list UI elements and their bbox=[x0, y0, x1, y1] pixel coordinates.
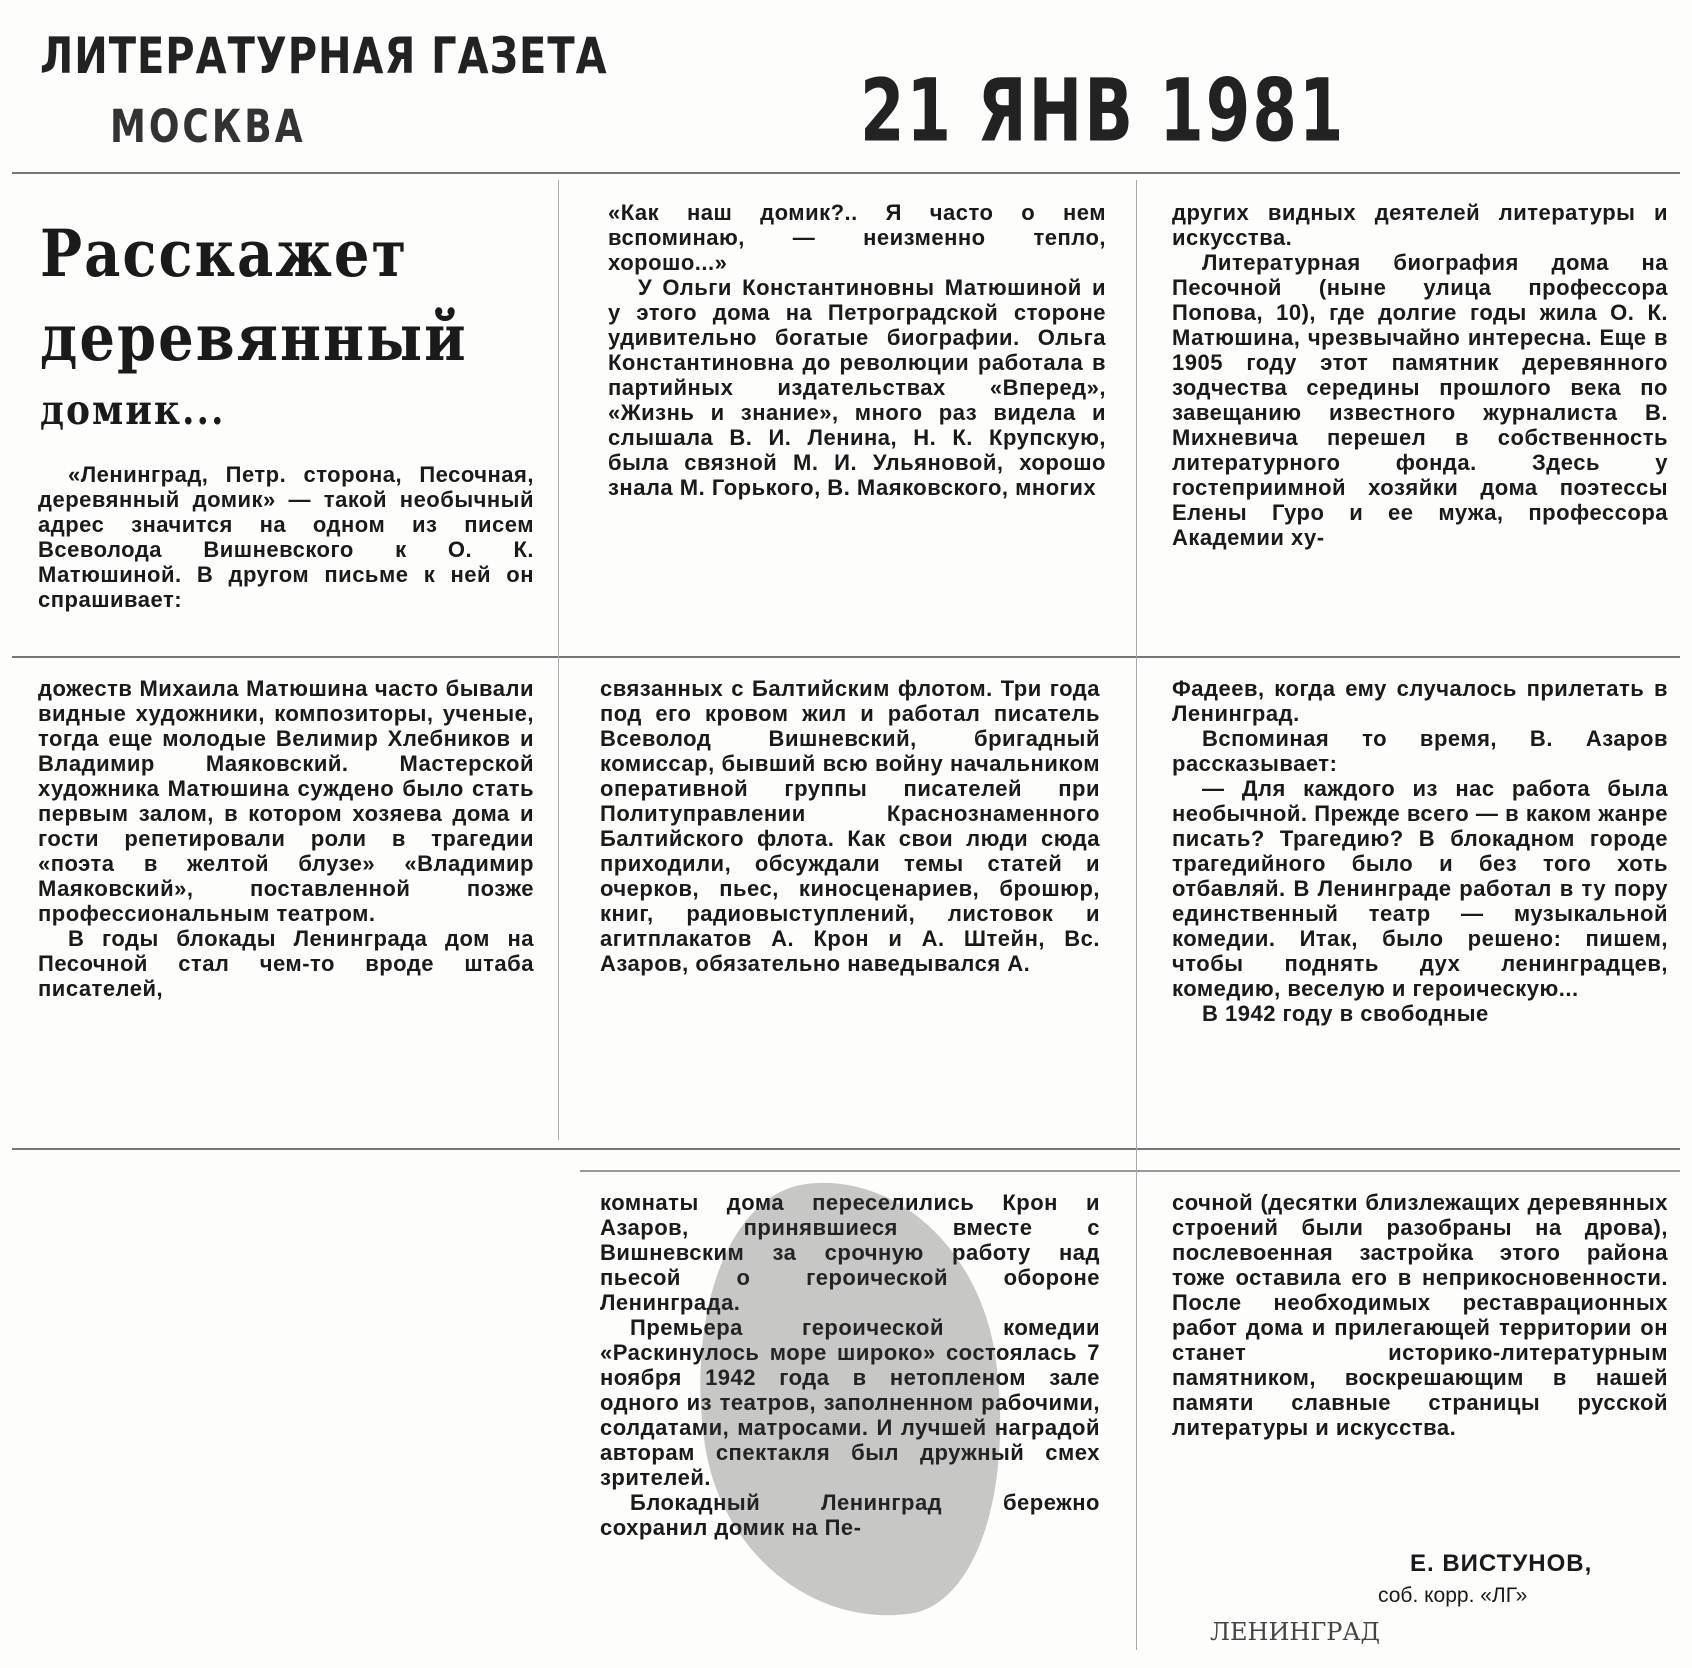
column-separator-1 bbox=[558, 180, 559, 1140]
column-2-top bbox=[608, 200, 1106, 650]
paragraph: — Для каждого из нас работа была необычной. Прежде всего — в каком жанре писать? Трагедию? В блокадном городе трагедийного было и без того хоть отбавляй. В Ленинграде работал в ту пору единственный театр — музыкальной комедии. Итак, было решено: пишем, чтобы поднять дух ленинградцев, комедию, веселую и героическую... bbox=[1172, 776, 1668, 1001]
dateline: ЛЕНИНГРАД bbox=[1210, 1618, 1381, 1646]
paragraph: других видных деятелей литературы и искусства. bbox=[1172, 200, 1668, 250]
column-2-middle bbox=[600, 676, 1100, 1140]
paragraph: связанных с Балтийским флотом. Три года под его кровом жил и работал писатель Всеволод Вишневский, бригадный комиссар, бывший всю войну начальником оперативной группы писателей при Политуправлении Краснознаменного Балтийского флота. Как свои люди сюда приходили, обсуждали темы статей и очерков, пьес, киносценариев, брошюр, книг, радиовыступлений, листовок и агитплакатов А. Крон и А. Штейн, Вс. Азаров, обязательно наведывался А. bbox=[600, 676, 1100, 976]
paragraph: У Ольги Константиновны Матюшиной и у этого дома на Петроградской стороне удивительно богатые биографии. Ольга Константиновна до революции работала в партийных издательствах «Вперед», «Жизнь и знание», много раз видела и слышала В. И. Ленина, Н. К. Крупскую, была связной М. И. Ульяновой, хорошо знала М. Горького, В. Маяковского, многих bbox=[608, 275, 1106, 500]
author-role: соб. корр. «ЛГ» bbox=[1378, 1584, 1528, 1607]
paragraph: В 1942 году в свободные bbox=[1202, 1001, 1489, 1026]
paragraph: Фадеев, когда ему случалось прилетать в Ленинград. bbox=[1172, 676, 1668, 726]
paragraph: Литературная биография дома на Песочной (ныне улица профессора Попова, 10), где долгие годы жила О. К. Матюшина, чрезвычайно интересна. Еще в 1905 году этот памятник деревянного зодчества середины прошлого века по завещанию известного журналиста В. Михневича перешел в собственность литературного фонда. Здесь у гостеприимной хозяйки дома поэтессы Елены Гуро и ее мужа, профессора Академии ху- bbox=[1172, 250, 1668, 550]
rule-header bbox=[12, 172, 1680, 174]
date-stamp: 21 ЯНВ 1981 bbox=[860, 62, 1346, 162]
paragraph: «Как наш домик?.. Я часто о нем вспоминаю, — неизменно тепло, хорошо...» bbox=[608, 200, 1106, 275]
paragraph: В годы блокады Ленинграда дом на Песочной стал чем-то вроде штаба писателей, bbox=[38, 926, 534, 1001]
column-separator-2 bbox=[1136, 180, 1137, 1650]
paragraph: «Ленинград, Петр. сторона, Песочная, деревянный домик» — такой необычный адрес значится на одном из писем Всеволода Вишневского к О. К. Матюшиной. В другом письме к ней он спрашивает: bbox=[38, 462, 534, 612]
article-title-line-2: деревянный bbox=[40, 300, 468, 376]
rule-upper-mid bbox=[12, 656, 1680, 658]
column-2-bottom bbox=[600, 1190, 1100, 1650]
column-3-bottom bbox=[1172, 1190, 1668, 1540]
paragraph: комнаты дома переселились Крон и Азаров, принявшиеся вместе с Вишневским за срочную работу над пьесой о героической обороне Ленинграда. bbox=[600, 1190, 1100, 1315]
paragraph: Премьера героической комедии «Раскинулось море широко» состоялась 7 ноября 1942 года в нетопленом зале одного из театров, заполненном рабочими, солдатами, матросами. И лучшей наградой авторам спектакля был дружный смех зрителей. bbox=[600, 1315, 1100, 1490]
article-title-line-3: домик... bbox=[40, 386, 226, 435]
newspaper-city: МОСКВА bbox=[110, 102, 306, 154]
newspaper-name: ЛИТЕРАТУРНАЯ ГАЗЕТА bbox=[40, 28, 608, 86]
column-3-middle bbox=[1172, 676, 1668, 1140]
article-title-line-1: Расскажет bbox=[40, 216, 409, 292]
column-3-top bbox=[1172, 200, 1668, 650]
paragraph: Блокадный Ленинград бережно сохранил домик на Пе- bbox=[600, 1490, 1100, 1540]
column-1-top bbox=[38, 462, 534, 648]
rule-bottom-block bbox=[580, 1170, 1680, 1172]
rule-lower-mid bbox=[12, 1148, 1680, 1150]
column-1-middle bbox=[38, 676, 534, 1140]
paragraph: Вспоминая то время, В. Азаров рассказывает: bbox=[1172, 726, 1668, 776]
paragraph: сочной (десятки близлежащих деревянных строений были разобраны на дрова), послевоенная застройка этого района тоже оставила его в неприкосновенности. После необходимых реставрационных работ дома и прилегающей территории он станет историко-литературным памятником, воскрешающим в нашей памяти славные страницы русской литературы и искусства. bbox=[1172, 1190, 1668, 1440]
paragraph: дожеств Михаила Матюшина часто бывали видные художники, композиторы, ученые, тогда еще молодые Велимир Хлебников и Владимир Маяковский. Мастерской художника Матюшина суждено было стать первым залом, в котором хозяева дома и гости репетировали роли в трагедии «поэта в желтой блузе» «Владимир Маяковский», поставленной позже профессиональным театром. bbox=[38, 676, 534, 926]
author-name: Е. ВИСТУНОВ, bbox=[1410, 1550, 1593, 1577]
